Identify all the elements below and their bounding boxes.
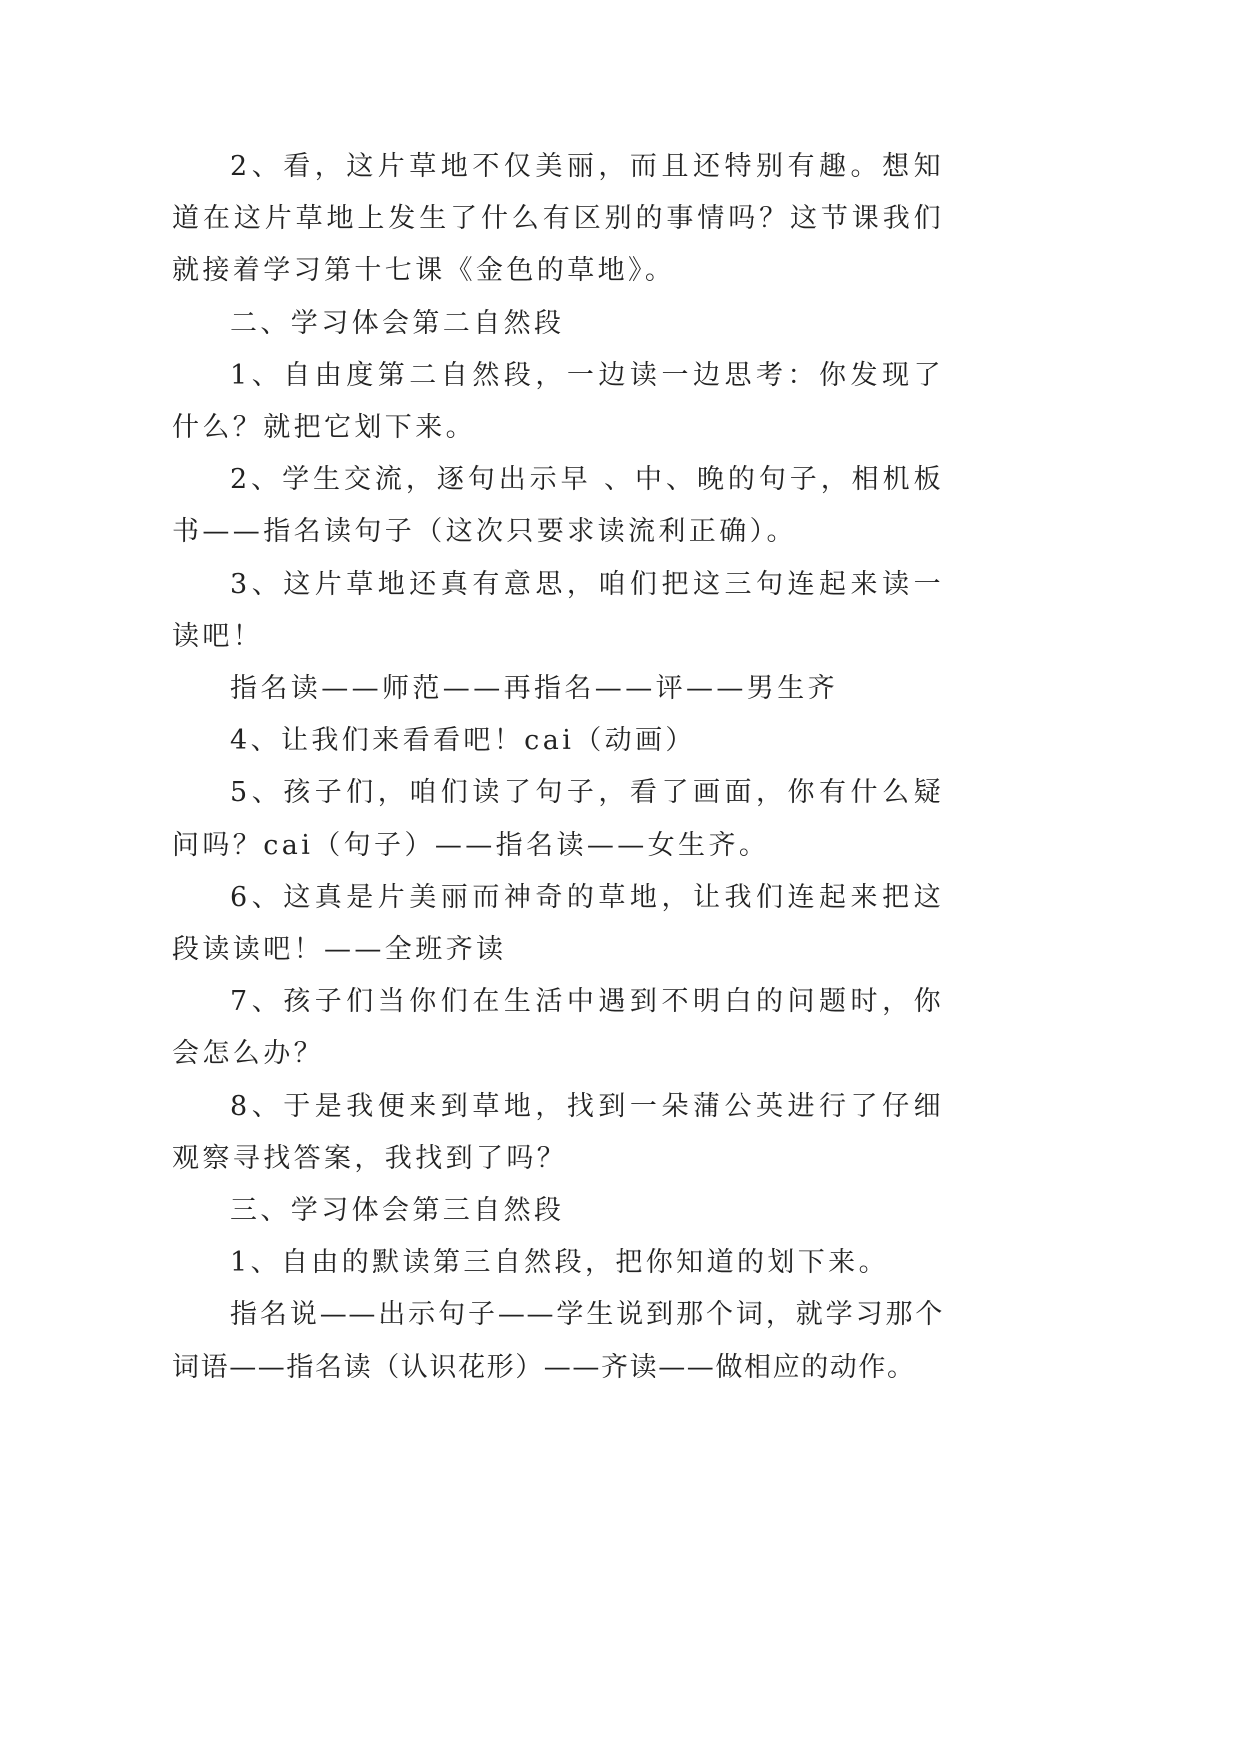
paragraph: 5、孩子们，咱们读了句子，看了画面，你有什么疑问吗？cai（句子）——指名读——女生齐。 <box>172 777 944 861</box>
section-heading: 三、学习体会第三自然段 <box>230 1195 565 1227</box>
paragraph: 4、让我们来看看吧！cai（动画） <box>230 725 696 757</box>
paragraph: 1、自由的默读第三自然段，把你知道的划下来。 <box>230 1247 889 1279</box>
paragraph: 1、自由度第二自然段，一边读一边思考：你发现了什么？就把它划下来。 <box>172 359 944 444</box>
paragraph: 指名说——出示句子——学生说到那个词，就学习那个词语——指名读（认识花形）——齐读——做相应的动作。 <box>172 1299 944 1383</box>
paragraph: 2、看，这片草地不仅美丽，而且还特别有趣。想知道在这片草地上发生了什么有区别的事情吗？这节课我们就接着学习第十七课《金色的草地》。 <box>172 151 944 287</box>
paragraph: 7、孩子们当你们在生活中遇到不明白的问题时，你会怎么办？ <box>172 986 944 1070</box>
section-heading: 二、学习体会第二自然段 <box>230 307 565 339</box>
document-body <box>172 141 944 1394</box>
paragraph: 指名读——师范——再指名——评——男生齐 <box>230 673 838 705</box>
paragraph: 2、学生交流，逐句出示早 、中、晚的句子，相机板书——指名读句子（这次只要求读流利正确）。 <box>172 464 944 548</box>
paragraph: 6、这真是片美丽而神奇的草地，让我们连起来把这段读读吧！——全班齐读 <box>172 881 944 966</box>
paragraph: 3、这片草地还真有意思，咱们把这三句连起来读一读吧！ <box>172 568 944 652</box>
paragraph: 8、于是我便来到草地，找到一朵蒲公英进行了仔细观察寻找答案，我找到了吗？ <box>172 1090 944 1174</box>
